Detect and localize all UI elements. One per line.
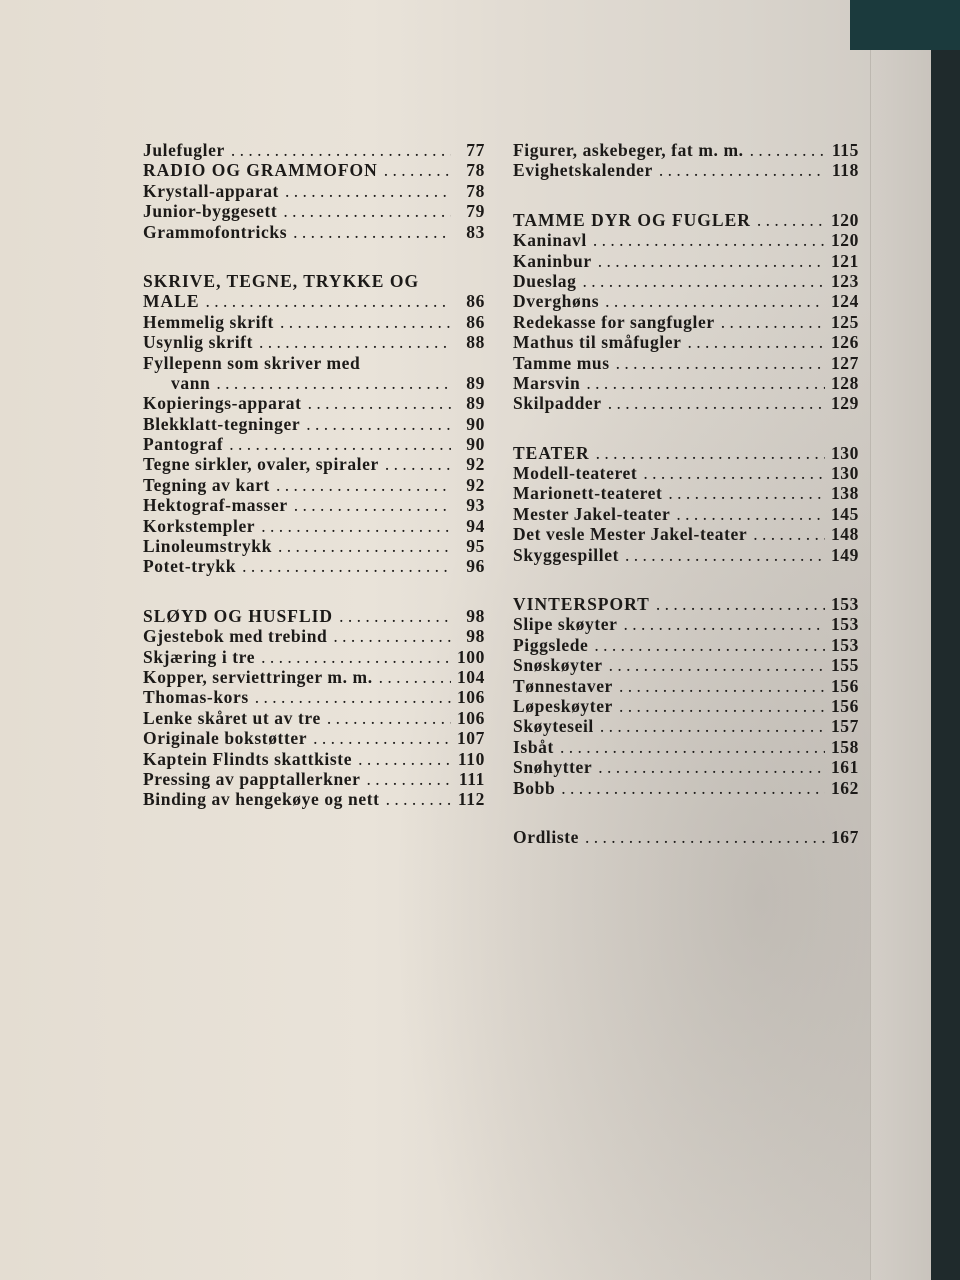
entry-title: VINTERSPORT — [513, 594, 650, 615]
entry-page-number: 107 — [456, 728, 485, 749]
entry-title: Originale bokstøtter — [143, 728, 308, 749]
toc-section — [513, 594, 859, 798]
entry-page-number: 106 — [456, 707, 485, 728]
entry-title: Marionett-teateret — [513, 483, 663, 504]
entry-title: Pantograf — [143, 434, 224, 455]
entry-title: Skilpadder — [513, 393, 602, 414]
entry-title: Tegne sirkler, ovaler, spiraler — [143, 454, 379, 475]
toc-entry — [143, 516, 485, 536]
entry-page-number: 104 — [456, 666, 485, 687]
entry-page-number: 153 — [830, 634, 859, 655]
toc-entry — [513, 504, 859, 524]
entry-title: Julefugler — [143, 140, 225, 160]
toc-section — [513, 443, 859, 565]
entry-title: Tamme mus — [513, 352, 610, 373]
dot-leader — [579, 827, 825, 847]
entry-page-number: 145 — [830, 503, 859, 524]
entry-title: Fyllepenn som skriver med — [143, 352, 361, 373]
entry-title: Kaninbur — [513, 250, 592, 271]
dot-leader — [650, 594, 825, 614]
toc-entry — [143, 332, 485, 352]
entry-page-number: 110 — [457, 748, 485, 769]
dot-leader — [321, 708, 451, 728]
toc-entry — [143, 353, 485, 373]
toc-heading — [143, 271, 485, 291]
entry-page-number: 98 — [466, 605, 485, 626]
dot-leader — [744, 140, 825, 160]
entry-title: Kaninavl — [513, 230, 587, 251]
entry-title: Tegning av kart — [143, 474, 270, 495]
entry-page-number: 86 — [466, 291, 485, 312]
dot-leader — [373, 667, 451, 687]
toc-heading — [143, 160, 485, 180]
entry-title: Mester Jakel-teater — [513, 503, 671, 524]
dot-leader — [653, 160, 825, 180]
dot-leader — [361, 769, 451, 789]
entry-page-number: 138 — [830, 483, 859, 504]
dot-leader — [590, 443, 825, 463]
entry-title: Usynlig skrift — [143, 332, 254, 353]
dot-leader — [682, 332, 825, 352]
entry-title: Gjestebok med trebind — [143, 626, 328, 647]
dot-leader — [637, 463, 825, 483]
entry-page-number: 156 — [830, 675, 859, 696]
entry-page-number: 100 — [456, 646, 485, 667]
entry-title: RADIO OG GRAMMOFON — [143, 160, 378, 181]
toc-entry — [513, 353, 859, 373]
entry-page-number: 161 — [830, 757, 859, 778]
toc-section — [513, 827, 859, 847]
dot-leader — [200, 291, 452, 311]
entry-title: Hemmelig skrift — [143, 311, 274, 332]
dot-leader — [210, 373, 451, 393]
dot-leader — [255, 516, 451, 536]
entry-page-number: 111 — [458, 768, 485, 789]
dot-leader — [288, 495, 451, 515]
entry-page-number: 118 — [831, 160, 859, 181]
dot-leader — [554, 737, 825, 757]
entry-page-number: 156 — [830, 695, 859, 716]
entry-title: Krystall-apparat — [143, 180, 279, 201]
entry-page-number: 162 — [830, 777, 859, 798]
toc-entry — [143, 536, 485, 556]
entry-title: Modell-teateret — [513, 463, 638, 484]
toc-heading — [513, 594, 859, 614]
dot-leader — [300, 414, 451, 434]
toc-entry — [513, 696, 859, 716]
toc-entry — [143, 626, 485, 646]
toc-entry — [143, 687, 485, 707]
toc-entry — [143, 222, 485, 242]
toc-entry — [143, 201, 485, 221]
toc-heading — [513, 210, 859, 230]
dot-leader — [223, 434, 451, 454]
entry-page-number: 89 — [466, 372, 485, 393]
toc-entry — [143, 434, 485, 454]
entry-title: vann — [171, 372, 211, 393]
toc-entry — [513, 160, 859, 180]
entry-title: Det vesle Mester Jakel-teater — [513, 524, 748, 545]
entry-page-number: 88 — [466, 332, 485, 353]
dot-leader — [333, 606, 451, 626]
entry-title: Blekklatt-tegninger — [143, 413, 301, 434]
dot-leader — [352, 749, 451, 769]
toc-entry — [143, 647, 485, 667]
entry-title: Snøskøyter — [513, 655, 603, 676]
entry-title: Redekasse for sangfugler — [513, 311, 715, 332]
dot-leader — [715, 312, 825, 332]
dot-leader — [613, 676, 825, 696]
entry-title: Marsvin — [513, 372, 581, 393]
entry-title: Potet-trykk — [143, 556, 237, 577]
entry-page-number: 120 — [830, 209, 859, 230]
entry-page-number: 167 — [830, 826, 859, 847]
toc-section — [513, 210, 859, 414]
toc-entry — [143, 556, 485, 576]
toc-entry — [513, 737, 859, 757]
entry-page-number: 89 — [466, 393, 485, 414]
dot-leader — [307, 728, 451, 748]
dot-leader — [662, 483, 825, 503]
toc-entry — [143, 312, 485, 332]
toc-entry — [143, 140, 485, 160]
toc-left-column — [143, 140, 485, 839]
toc-right-column — [513, 140, 859, 876]
toc-entry — [143, 728, 485, 748]
dot-leader — [670, 504, 825, 524]
entry-title: Pressing av papptallerkner — [143, 768, 361, 789]
toc-entry — [143, 454, 485, 474]
toc-entry — [143, 373, 485, 393]
entry-title: TAMME DYR OG FUGLER — [513, 209, 751, 230]
toc-entry — [513, 291, 859, 311]
entry-title: Bobb — [513, 777, 556, 798]
entry-title: Isbåt — [513, 736, 554, 757]
entry-title: Hektograf-masser — [143, 495, 288, 516]
toc-entry — [513, 778, 859, 798]
dot-leader — [287, 222, 451, 242]
entry-page-number: 92 — [466, 474, 485, 495]
entry-page-number: 77 — [466, 140, 485, 160]
entry-page-number: 90 — [466, 413, 485, 434]
dot-leader — [619, 545, 825, 565]
dot-leader — [599, 291, 825, 311]
dot-leader — [603, 655, 825, 675]
entry-title: Junior-byggesett — [143, 201, 278, 222]
entry-page-number: 153 — [830, 614, 859, 635]
entry-page-number: 79 — [466, 201, 485, 222]
entry-title: Mathus til småfugler — [513, 332, 682, 353]
toc-entry — [143, 181, 485, 201]
toc-entry — [143, 708, 485, 728]
dot-leader — [255, 647, 451, 667]
toc-entry — [143, 749, 485, 769]
entry-page-number: 92 — [466, 454, 485, 475]
toc-entry — [513, 251, 859, 271]
entry-page-number: 94 — [466, 515, 485, 536]
entry-title: Grammofontricks — [143, 221, 288, 242]
entry-page-number: 128 — [830, 372, 859, 393]
toc-entry — [513, 545, 859, 565]
toc-entry — [143, 414, 485, 434]
toc-entry — [513, 635, 859, 655]
entry-page-number: 98 — [466, 626, 485, 647]
entry-title: Evighetskalender — [513, 160, 653, 181]
toc-entry — [143, 475, 485, 495]
entry-title: Kopierings-apparat — [143, 393, 302, 414]
entry-title: Snøhytter — [513, 757, 593, 778]
dot-leader — [270, 475, 451, 495]
entry-page-number: 78 — [466, 160, 485, 181]
toc-section — [143, 606, 485, 810]
toc-entry — [513, 676, 859, 696]
background-corner — [850, 0, 960, 50]
toc-section — [513, 140, 859, 181]
entry-page-number: 158 — [830, 736, 859, 757]
entry-page-number: 78 — [466, 180, 485, 201]
entry-page-number: 112 — [457, 789, 485, 810]
entry-title: Kaptein Flindts skattkiste — [143, 748, 353, 769]
entry-page-number: 123 — [830, 270, 859, 291]
dot-leader — [555, 778, 825, 798]
dot-leader — [253, 332, 451, 352]
dot-leader — [249, 687, 451, 707]
toc-section — [143, 271, 485, 577]
dot-leader — [587, 230, 825, 250]
entry-page-number: 149 — [830, 544, 859, 565]
toc-entry — [143, 393, 485, 413]
entry-page-number: 86 — [466, 311, 485, 332]
toc-entry — [513, 312, 859, 332]
dot-leader — [378, 160, 451, 180]
entry-title: Slipe skøyter — [513, 614, 618, 635]
entry-page-number: 148 — [830, 524, 859, 545]
entry-page-number: 124 — [830, 291, 859, 312]
entry-title: Skjæring i tre — [143, 646, 256, 667]
entry-title: SLØYD OG HUSFLID — [143, 605, 334, 626]
entry-page-number: 96 — [466, 556, 485, 577]
toc-entry — [143, 789, 485, 809]
dot-leader — [225, 140, 451, 160]
dot-leader — [602, 393, 825, 413]
toc-section — [143, 140, 485, 242]
entry-page-number: 120 — [830, 230, 859, 251]
entry-page-number: 90 — [466, 434, 485, 455]
toc-heading — [513, 443, 859, 463]
toc-heading — [143, 606, 485, 626]
dot-leader — [592, 251, 825, 271]
entry-title: Dueslag — [513, 270, 577, 291]
entry-title: Skøyteseil — [513, 716, 594, 737]
dot-leader — [613, 696, 825, 716]
entry-page-number: 130 — [830, 442, 859, 463]
dot-leader — [302, 393, 451, 413]
entry-title: Piggslede — [513, 634, 589, 655]
entry-title: Lenke skåret ut av tre — [143, 707, 321, 728]
entry-page-number: 153 — [830, 594, 859, 615]
dot-leader — [610, 353, 825, 373]
dot-leader — [577, 271, 825, 291]
entry-page-number: 121 — [830, 250, 859, 271]
dot-leader — [279, 181, 451, 201]
entry-page-number: 130 — [830, 463, 859, 484]
dot-leader — [588, 635, 825, 655]
entry-page-number — [451, 271, 485, 291]
dot-leader — [580, 373, 825, 393]
entry-title: Kopper, serviettringer m. m. — [143, 666, 373, 687]
toc-entry — [513, 614, 859, 634]
entry-title: Thomas-kors — [143, 687, 249, 708]
dot-leader — [274, 312, 451, 332]
entry-title: Løpeskøyter — [513, 695, 613, 716]
toc-entry — [513, 373, 859, 393]
entry-title: MALE — [143, 291, 200, 312]
entry-page-number: 115 — [831, 140, 859, 160]
entry-title: Linoleumstrykk — [143, 536, 272, 557]
dot-leader — [594, 716, 825, 736]
entry-page-number: 155 — [830, 655, 859, 676]
entry-page-number: 127 — [830, 352, 859, 373]
toc-entry — [513, 655, 859, 675]
toc-entry — [513, 716, 859, 736]
entry-page-number — [451, 353, 485, 373]
toc-entry — [513, 524, 859, 544]
toc-entry — [513, 757, 859, 777]
toc-entry — [143, 769, 485, 789]
dot-leader — [277, 201, 451, 221]
entry-page-number: 126 — [830, 332, 859, 353]
toc-entry — [513, 332, 859, 352]
dot-leader — [618, 614, 825, 634]
dot-leader — [747, 524, 825, 544]
entry-page-number: 125 — [830, 311, 859, 332]
toc-entry — [513, 271, 859, 291]
toc-entry — [513, 463, 859, 483]
toc-entry — [513, 483, 859, 503]
toc-entry — [143, 495, 485, 515]
entry-page-number: 93 — [466, 495, 485, 516]
dot-leader — [236, 556, 451, 576]
entry-title: Skyggespillet — [513, 544, 620, 565]
dot-leader — [751, 210, 825, 230]
toc-entry — [513, 827, 859, 847]
entry-title: Figurer, askebeger, fat m. m. — [513, 140, 744, 160]
dot-leader — [419, 271, 451, 291]
dot-leader — [379, 454, 451, 474]
page-edge — [870, 40, 931, 1280]
entry-page-number: 129 — [830, 393, 859, 414]
toc-heading — [143, 291, 485, 311]
entry-page-number: 95 — [466, 536, 485, 557]
entry-title: Korkstempler — [143, 515, 256, 536]
toc-entry — [513, 393, 859, 413]
dot-leader — [272, 536, 451, 556]
toc-entry — [513, 140, 859, 160]
entry-title: Ordliste — [513, 826, 580, 847]
dot-leader — [592, 757, 825, 777]
toc-entry — [513, 230, 859, 250]
entry-title: Tønnestaver — [513, 675, 613, 696]
dot-leader — [360, 353, 451, 373]
entry-title: SKRIVE, TEGNE, TRYKKE OG — [143, 270, 420, 291]
dot-leader — [380, 789, 451, 809]
entry-title: TEATER — [513, 442, 590, 463]
dot-leader — [327, 626, 451, 646]
entry-title: Dverghøns — [513, 291, 600, 312]
entry-page-number: 157 — [830, 716, 859, 737]
entry-page-number: 83 — [466, 221, 485, 242]
toc-entry — [143, 667, 485, 687]
entry-page-number: 106 — [456, 687, 485, 708]
entry-title: Binding av hengekøye og nett — [143, 789, 380, 810]
